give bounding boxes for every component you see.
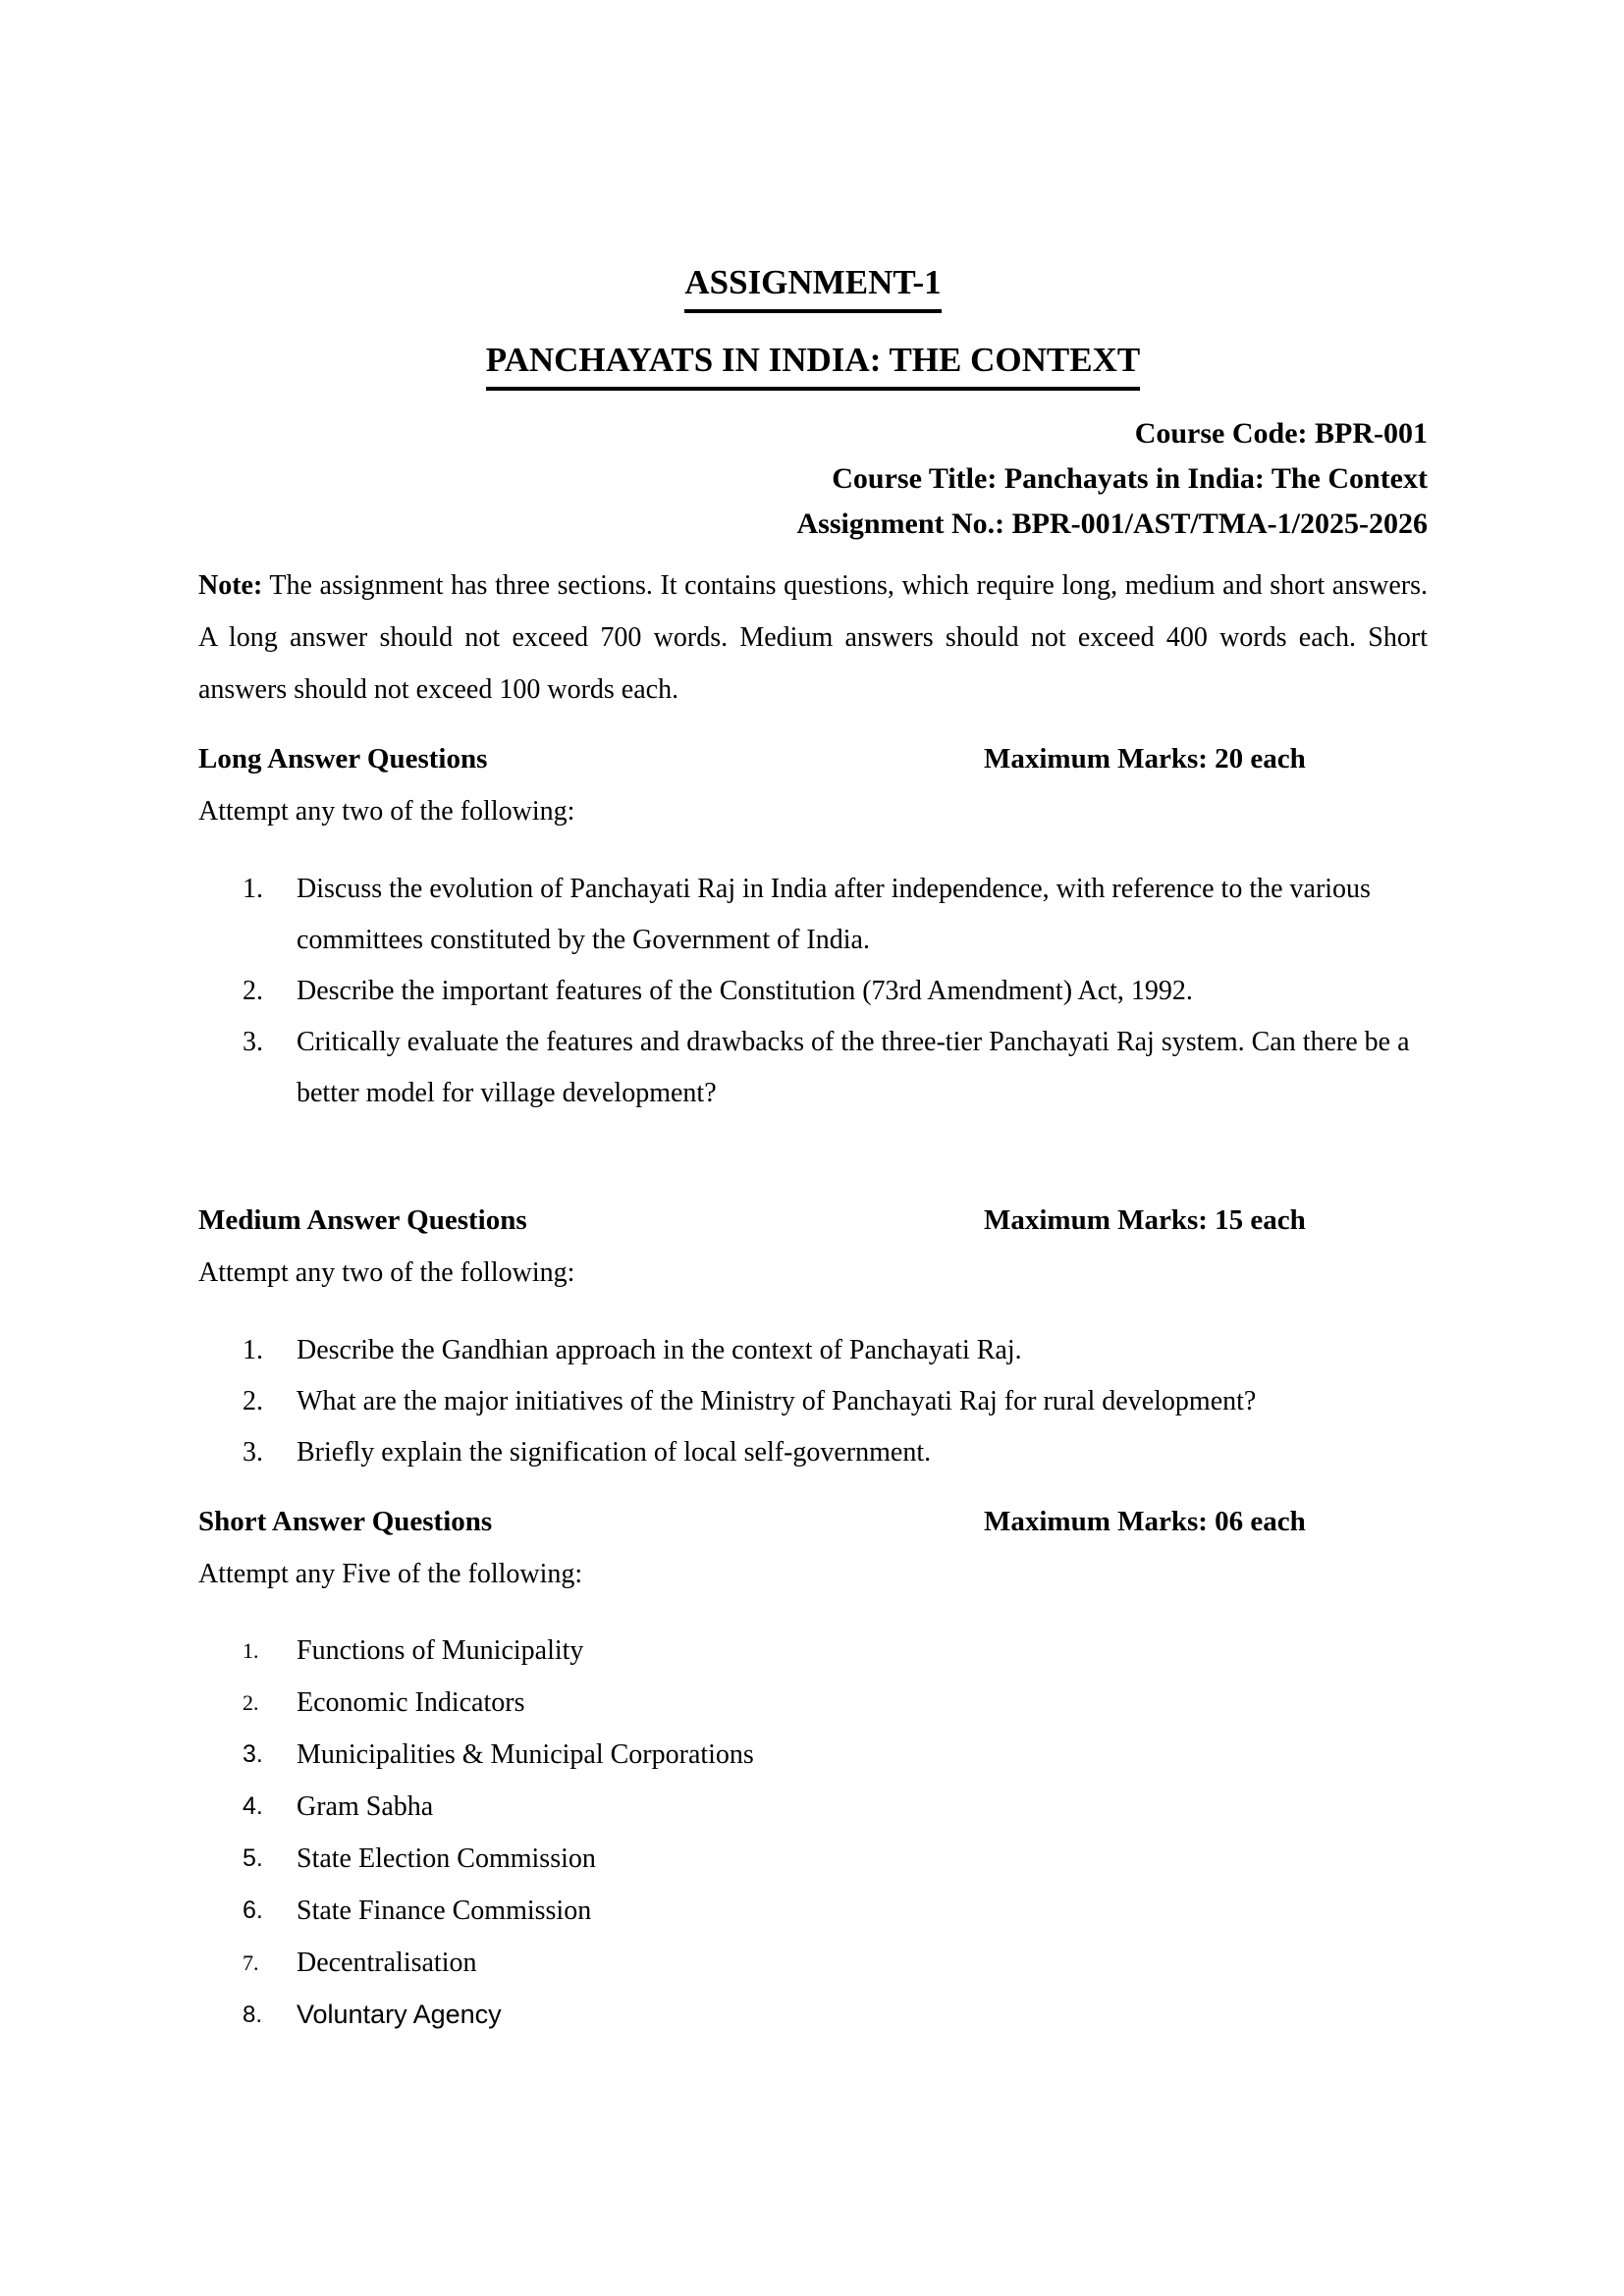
list-item [198,1781,1428,1833]
item-text: Describe the Gandhian approach in the context of Panchayati Raj. [297,1335,1022,1365]
list-item [198,1625,1428,1677]
item-number: 2. [243,1386,263,1416]
item-number: 8. [243,2002,263,2028]
attempt-instruction: Attempt any Five of the following: [198,1559,583,1589]
long-answer-question-list [198,864,1428,1119]
section-heading-medium-answer [198,1201,1428,1240]
section-max-marks: Maximum Marks: 15 each [984,1204,1306,1236]
section-heading-short-answer [198,1502,1428,1541]
list-item [198,1017,1428,1119]
medium-answer-question-list [198,1325,1428,1478]
item-text: Voluntary Agency [297,2000,502,2029]
attempt-instruction: Attempt any two of the following: [198,796,575,827]
item-text: State Finance Commission [297,1896,592,1926]
list-item [198,1937,1428,1989]
course-info-block [198,411,1428,547]
attempt-instruction: Attempt any two of the following: [198,1257,575,1288]
item-text: Describe the important features of the Constitution (73rd Amendment) Act, 1992. [297,976,1193,1006]
item-text: Decentralisation [297,1948,477,1978]
course-code-line: Course Code: BPR-001 [1134,417,1428,450]
section-heading-label: Short Answer Questions [198,1506,493,1537]
list-item [198,1989,1428,2041]
note-paragraph [198,560,1428,716]
note-label: Note: [198,570,263,601]
list-item [198,1325,1428,1376]
item-number: 3. [243,1740,263,1768]
title-row [198,261,1428,313]
page-subtitle: PANCHAYATS IN INDIA: THE CONTEXT [486,339,1140,391]
item-number: 1. [243,1335,263,1365]
list-item [198,1376,1428,1427]
subtitle-row [198,339,1428,391]
item-number: 7. [243,1950,259,1975]
item-number: 3. [243,1437,263,1468]
item-number: 3. [243,1027,263,1057]
item-text: Briefly explain the signification of local self-government. [297,1437,932,1468]
list-item [198,1833,1428,1885]
item-text: What are the major initiatives of the Ministry of Panchayati Raj for rural development? [297,1386,1257,1416]
note-text: The assignment has three sections. It contains questions, which require long, medium and short answers. A long answer should not exceed 700 words. Medium answers should not exceed 400 words each. Short answers should not exceed 100 words each. [198,570,1428,705]
list-item [198,1427,1428,1478]
list-item [198,864,1428,966]
item-number: 1. [243,874,263,904]
item-number: 1. [243,1638,259,1663]
section-max-marks: Maximum Marks: 06 each [984,1506,1306,1537]
section-heading-label: Long Answer Questions [198,743,488,774]
page-title: ASSIGNMENT-1 [684,261,941,313]
item-text: Municipalities & Municipal Corporations [297,1739,754,1770]
item-text: Discuss the evolution of Panchayati Raj in India after independence, with reference to the various committees constituted by the Government of India. [297,874,1371,955]
item-number: 5. [243,1844,263,1872]
assignment-no-line: Assignment No.: BPR-001/AST/TMA-1/2025-2026 [796,507,1428,540]
section-max-marks: Maximum Marks: 20 each [984,743,1306,774]
section-heading-long-answer [198,739,1428,778]
item-number: 2. [243,976,263,1006]
item-text: Functions of Municipality [297,1635,584,1666]
short-answer-question-list [198,1625,1428,2041]
item-text: Critically evaluate the features and drawbacks of the three-tier Panchayati Raj system. Can there be a better model for village development? [297,1027,1410,1108]
item-text: State Election Commission [297,1843,596,1874]
list-item [198,966,1428,1017]
item-number: 2. [243,1690,259,1715]
list-item [198,1885,1428,1937]
list-item [198,1729,1428,1781]
list-item [198,1677,1428,1729]
item-text: Gram Sabha [297,1791,434,1822]
item-number: 6. [243,1896,263,1924]
course-title-line: Course Title: Panchayats in India: The Context [832,462,1428,495]
item-text: Economic Indicators [297,1687,525,1718]
section-heading-label: Medium Answer Questions [198,1204,527,1236]
item-number: 4. [243,1792,263,1820]
